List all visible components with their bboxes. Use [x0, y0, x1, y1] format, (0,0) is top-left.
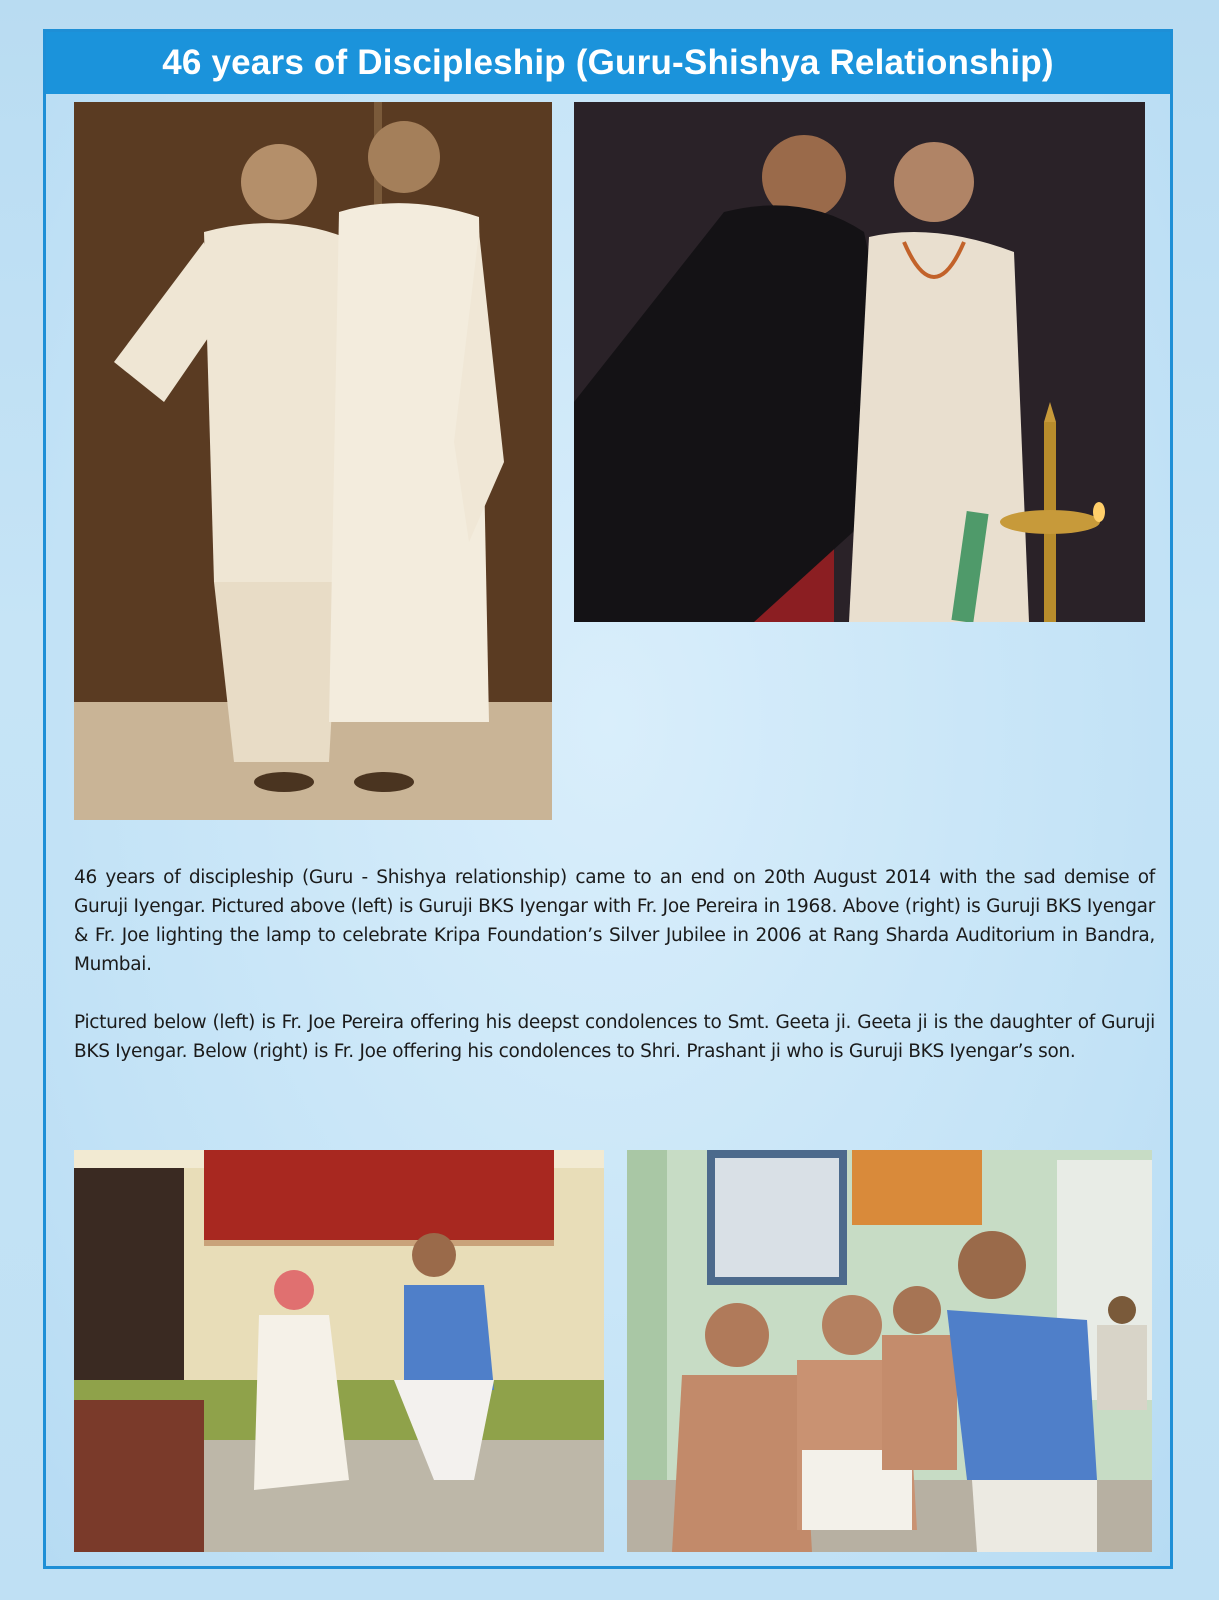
photo-condolence-prashant [627, 1150, 1152, 1552]
body-text [74, 863, 1155, 1095]
paragraph-2: Pictured below (left) is Fr. Joe Pereira offering his deepst condolences to Smt. Geeta ji. Geeta ji is the daughter of Guruji BKS Iyengar. Below (right) is Fr. Joe offering his condolences to Shri. Prashant ji who is Guruji BKS Iyengar’s son. [74, 1012, 1155, 1062]
photo-1968-sepia [74, 102, 552, 820]
title-banner [46, 32, 1170, 94]
page-title: 46 years of Discipleship (Guru-Shishya Relationship) [162, 43, 1054, 82]
photo-condolence-geeta [74, 1150, 604, 1552]
page-frame [43, 29, 1173, 1569]
photo-lamp-lighting-2006 [574, 102, 1145, 622]
paragraph-1: 46 years of discipleship (Guru - Shishya relationship) came to an end on 20th August 2014 with the sad demise of Guruji Iyengar. Pictured above (left) is Guruji BKS Iyengar with Fr. Joe Pereira in 1968. Above (right) is Guruji BKS Iyengar & Fr. Joe lighting the lamp to celebrate Kripa Foundation’s Silver Jubilee in 2006 at Rang Sharda Auditorium in Bandra, Mumbai. [74, 867, 1155, 975]
